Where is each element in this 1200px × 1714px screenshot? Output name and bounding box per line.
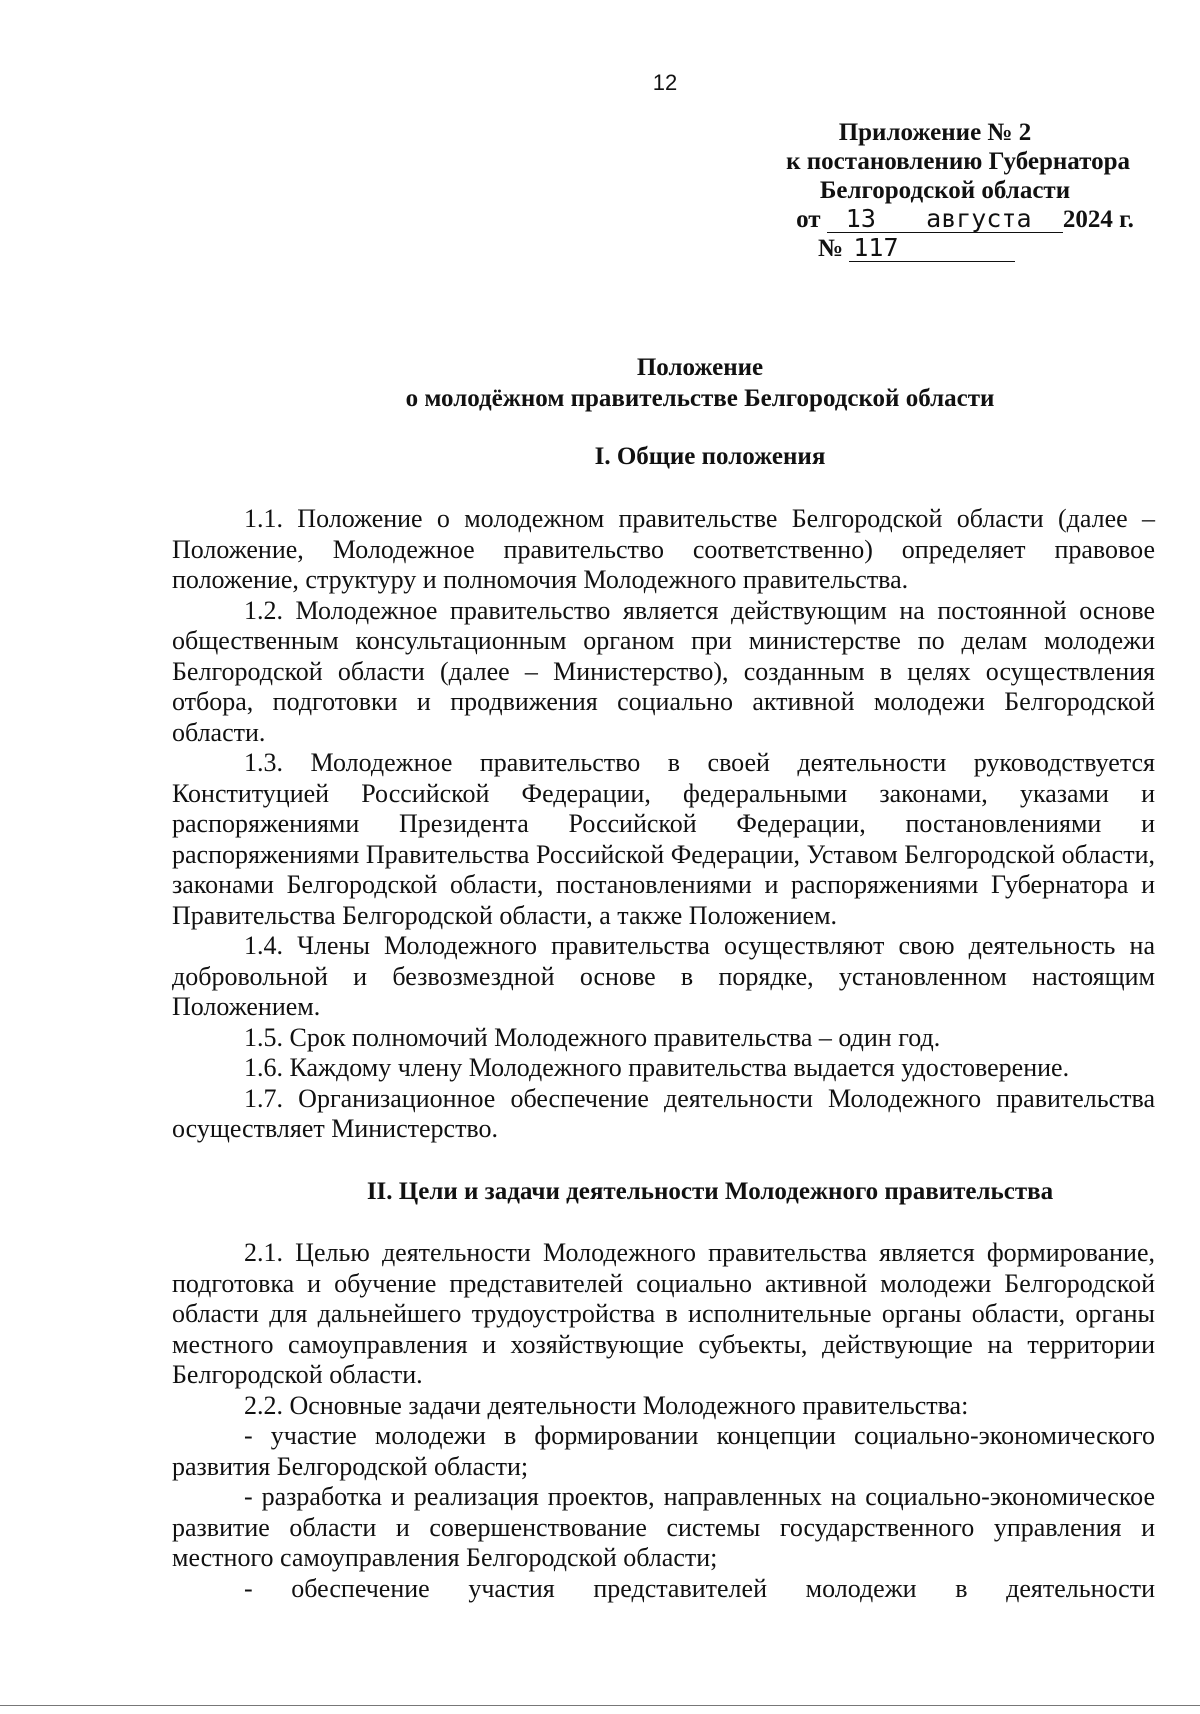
date-day-handwritten: 13 [827, 206, 895, 233]
paragraph-1-7: 1.7. Организационное обеспечение деятельности Молодежного правительства осуществляет Министерство. [172, 1083, 1155, 1143]
section-1-body [172, 504, 1155, 1145]
date-prefix: от [796, 206, 821, 233]
paragraph-1-4: 1.4. Члены Молодежного правительства осуществляют свою деятельность на добровольной и безвозмездной основе в порядке, установленном настоящим Положением. [172, 931, 1155, 1021]
paragraph-1-5: 1.5. Срок полномочий Молодежного правительства – один год. [244, 1022, 941, 1052]
section-2-heading: II. Цели и задачи деятельности Молодежного правительства [366, 1178, 1054, 1205]
appendix-block [700, 118, 1150, 263]
section-2-body [172, 1238, 1155, 1604]
paragraph-1-1: 1.1. Положение о молодежном правительстве Белгородской области (далее – Положение, Молодежное правительство соответственно) определяет правовое положение, структуру и полномочия Молодежного правительства. [172, 504, 1155, 594]
paragraph-1-2: 1.2. Молодежное правительство является действующим на постоянной основе общественным консультационным органом при министерстве по делам молодежи Белгородской области (далее – Министерство), созданным в целях осуществления отбора, подготовки и продвижения социально активной молодежи Белгородской области. [172, 595, 1155, 747]
document-title [150, 352, 1200, 414]
list-item: - обеспечение участия представителей молодежи в деятельности [244, 1573, 1155, 1603]
paragraph-2-1: 2.1. Целью деятельности Молодежного правительства является формирование, подготовка и обучение представителей социально активной молодежи Белгородской области для дальнейшего трудоустройства в исполнительные органы области, органы местного самоуправления и хозяйствующие субъекты, действующие на территории Белгородской области. [172, 1238, 1155, 1389]
list-item: - участие молодежи в формировании концепции социально-экономического развития Белгородской области; [172, 1421, 1155, 1481]
list-item: - разработка и реализация проектов, направленных на социально-экономическое развитие области и совершенствование системы государственного управления и местного самоуправления Белгородской области; [172, 1482, 1155, 1572]
number-prefix: № [818, 235, 844, 262]
appendix-date [700, 205, 1150, 234]
scan-edge-line [0, 1705, 1200, 1706]
page-number: 12 [652, 70, 678, 95]
date-year: 2024 г. [1062, 206, 1134, 233]
appendix-title: Приложение № 2 [838, 119, 1032, 146]
document-title-line1: Положение [636, 354, 764, 381]
section-1-heading: I. Общие положения [594, 443, 826, 470]
appendix-region: Белгородской области [819, 177, 1071, 204]
paragraph-1-3: 1.3. Молодежное правительство в своей деятельности руководствуется Конституцией Российской Федерации, федеральными законами, указами и распоряжениями Президента Российской Федерации, постановлениями и распоряжениями Правительства Российской Федерации, Уставом Белгородской области, законами Белгородской области, постановлениями и распоряжениями Губернатора и Правительства Белгородской области, а также Положением. [172, 748, 1155, 930]
paragraph-2-2: 2.2. Основные задачи деятельности Молодежного правительства: [244, 1390, 969, 1420]
number-handwritten: 117 [849, 235, 1015, 262]
paragraph-1-6: 1.6. Каждому члену Молодежного правительства выдается удостоверение. [244, 1053, 1070, 1082]
appendix-resolution: к постановлению Губернатора [786, 148, 1130, 175]
date-month-handwritten: августа [895, 206, 1063, 233]
appendix-number [700, 234, 1150, 263]
document-title-line2: о молодёжном правительстве Белгородской области [405, 385, 995, 412]
